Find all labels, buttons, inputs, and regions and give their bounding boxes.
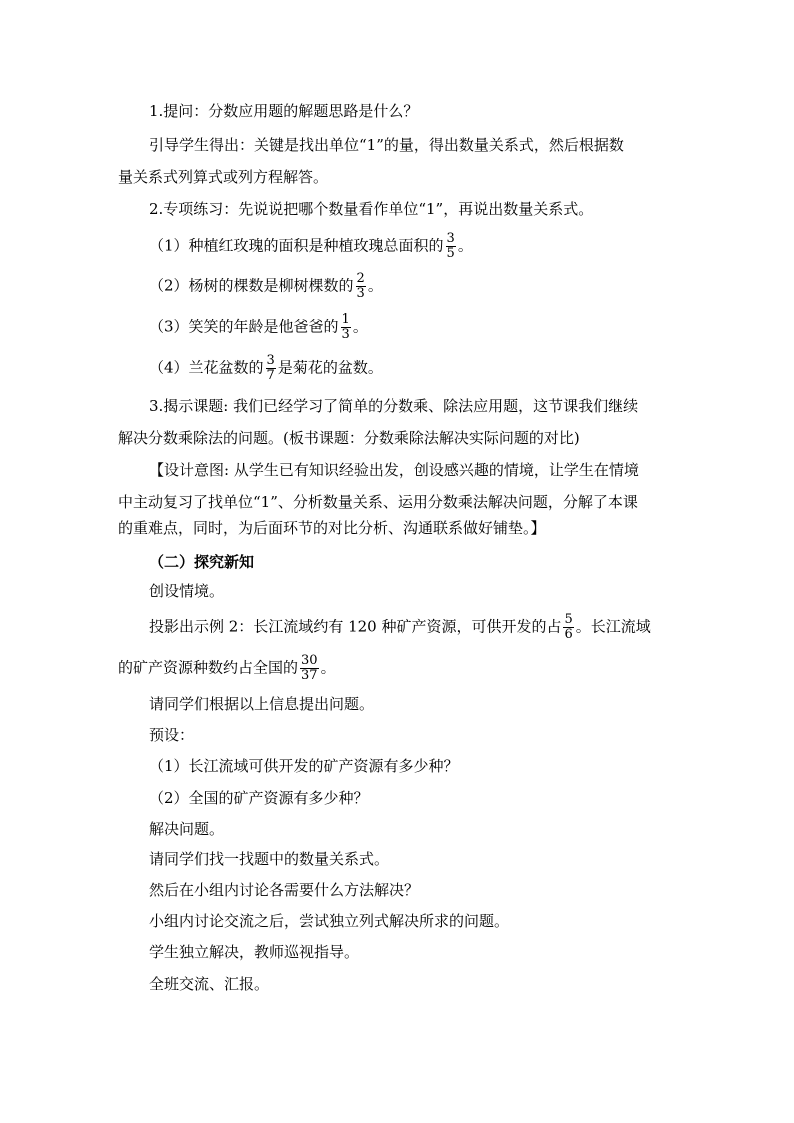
line-text: 解决分数乘除法的问题。(板书课题：分数乘除法解决实际问题的对比)	[118, 429, 580, 447]
fraction	[356, 272, 366, 301]
line-text: 创设情境。	[149, 582, 225, 600]
fraction-denominator: 37	[301, 668, 318, 683]
paragraph-line	[0, 942, 794, 962]
section-heading	[0, 552, 794, 572]
fraction-numerator: 30	[301, 653, 318, 668]
line-text: （3）笑笑的年龄是他爸爸的	[149, 317, 339, 336]
paragraph-line	[0, 101, 794, 121]
exercise-line	[0, 313, 794, 342]
paragraph-line	[0, 974, 794, 994]
line-text: 3.揭示课题: 我们已经学习了简单的分数乘、除法应用题，这节课我们继续	[149, 397, 639, 415]
fraction-denominator: 3	[356, 286, 365, 301]
line-text: 【设计意图: 从学生已有知识经验出发，创设感兴趣的情境，让学生在情境	[149, 461, 639, 479]
line-text: 小组内讨论交流之后，尝试独立列式解决所求的问题。	[149, 912, 510, 930]
line-text: 的矿产资源种数约占全国的	[118, 658, 299, 677]
fraction	[300, 654, 319, 683]
line-text: （4）兰花盆数的	[149, 358, 264, 377]
example-line	[0, 654, 794, 683]
line-text: （1）长江流域可供开发的矿产资源有多少种？	[149, 757, 459, 775]
line-text: 预设：	[149, 726, 195, 744]
paragraph-line	[0, 199, 794, 219]
paragraph-line	[0, 518, 794, 538]
line-text: （2）全国的矿产资源有多少种？	[149, 789, 369, 807]
fraction	[563, 613, 573, 642]
line-text: 的重难点，同时，为后面环节的对比分析、沟通联系做好铺垫。】	[118, 519, 546, 537]
paragraph-line	[0, 581, 794, 601]
paragraph-line	[0, 460, 794, 480]
paragraph-line	[0, 756, 794, 776]
fraction-numerator: 3	[266, 353, 275, 368]
line-text: 。长江流域	[575, 617, 651, 636]
line-text: 。	[352, 317, 368, 336]
paragraph-line	[0, 167, 794, 187]
paragraph-line	[0, 428, 794, 448]
paragraph-line	[0, 135, 794, 155]
paragraph-line	[0, 725, 794, 745]
line-text: 请同学们找一找题中的数量关系式。	[149, 850, 390, 868]
paragraph-line	[0, 492, 794, 512]
line-text: 学生独立解决，教师巡视指导。	[149, 943, 360, 961]
paragraph-line	[0, 694, 794, 714]
line-text: 是菊花的盆数。	[277, 358, 383, 377]
paragraph-line	[0, 788, 794, 808]
line-text: 。	[367, 276, 383, 295]
exercise-line	[0, 272, 794, 301]
line-text: 2.专项练习：先说说把哪个数量看作单位“1”，再说出数量关系式。	[149, 200, 594, 218]
heading-text: （二）探究新知	[149, 553, 255, 571]
line-text: 量关系式列算式或列方程解答。	[118, 168, 329, 186]
fraction-numerator: 3	[446, 231, 455, 246]
fraction	[266, 354, 276, 383]
fraction-denominator: 6	[564, 627, 573, 642]
line-text: 请同学们根据以上信息提出问题。	[149, 695, 375, 713]
exercise-line	[0, 354, 794, 383]
fraction	[446, 232, 456, 261]
paragraph-line	[0, 849, 794, 869]
line-text: 。	[320, 658, 336, 677]
line-text: 解决问题。	[149, 820, 225, 838]
fraction-denominator: 3	[341, 327, 350, 342]
paragraph-line	[0, 819, 794, 839]
line-text: （1）种植红玫瑰的面积是种植玫瑰总面积的	[149, 236, 444, 255]
line-text: 全班交流、汇报。	[149, 975, 270, 993]
line-text: 。	[457, 236, 473, 255]
fraction-denominator: 7	[266, 368, 275, 383]
line-text: 投影出示例 2：长江流域约有 120 种矿产资源，可供开发的占	[149, 617, 562, 636]
line-text: 然后在小组内讨论各需要什么方法解决？	[149, 881, 420, 899]
paragraph-line	[0, 880, 794, 900]
fraction-numerator: 1	[341, 312, 350, 327]
paragraph-line	[0, 396, 794, 416]
fraction	[341, 313, 351, 342]
line-text: 1.提问：分数应用题的解题思路是什么？	[149, 102, 419, 120]
fraction-numerator: 2	[356, 271, 365, 286]
example-line	[0, 613, 794, 642]
line-text: 中主动复习了找单位“1”、分析数量关系、运用分数乘法解决问题，分解了本课	[118, 493, 638, 511]
fraction-numerator: 5	[564, 612, 573, 627]
paragraph-line	[0, 911, 794, 931]
line-text: 引导学生得出：关键是找出单位“1”的量，得出数量关系式，然后根据数	[149, 136, 624, 154]
exercise-line	[0, 232, 794, 261]
fraction-denominator: 5	[446, 246, 455, 261]
line-text: （2）杨树的棵数是柳树棵数的	[149, 276, 354, 295]
